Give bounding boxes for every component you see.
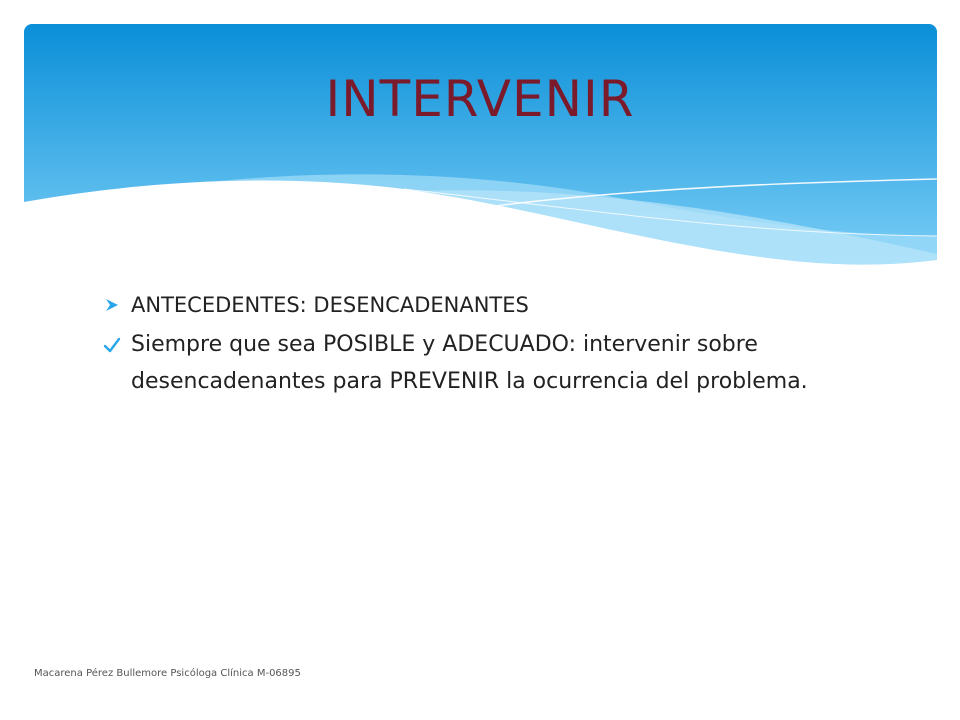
- bullet-item: [100, 288, 860, 322]
- bullet-text: ANTECEDENTES: DESENCADENANTES: [131, 293, 529, 317]
- bullet-text: Siempre que sea POSIBLE y ADECUADO: intervenir sobre desencadenantes para PREVENIR la ocurrencia del problema.: [131, 332, 808, 394]
- header-band: [24, 24, 937, 274]
- bullet-item: [100, 326, 860, 400]
- checkmark-bullet-icon: [100, 326, 124, 363]
- slide-content: [100, 288, 860, 400]
- header-wave-graphic: [24, 24, 937, 274]
- arrow-bullet-icon: [100, 288, 124, 322]
- slide-title: INTERVENIR: [325, 70, 635, 128]
- footer-text: Macarena Pérez Bullemore Psicóloga Clínica M-06895: [34, 668, 301, 679]
